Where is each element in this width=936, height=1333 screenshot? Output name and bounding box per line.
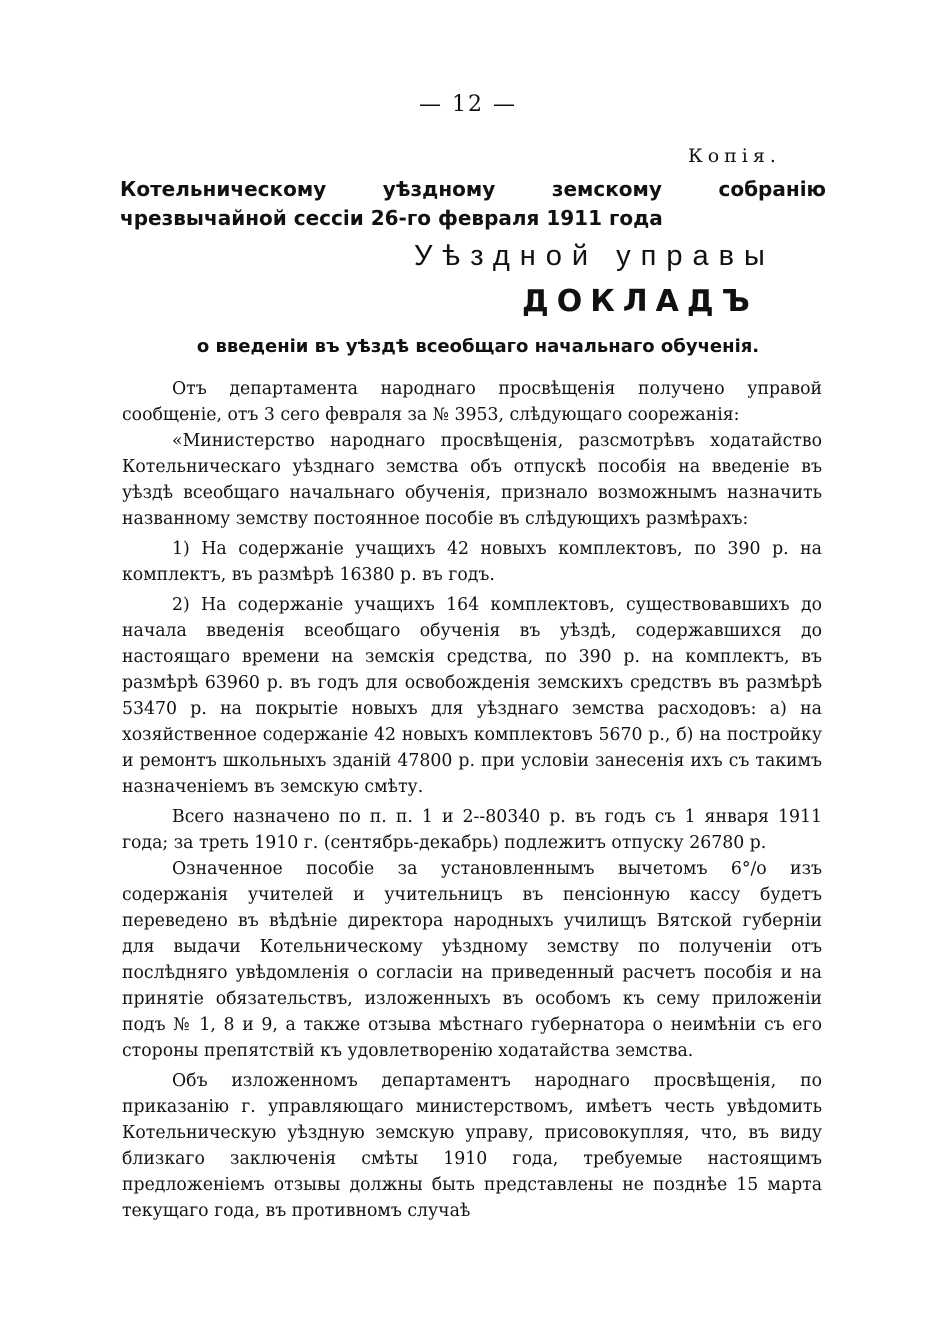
report-subject: о введеніи въ уѣздѣ всеобщаго начальнаго обученія. bbox=[196, 336, 760, 357]
paragraph: Означенное пособіе за установленнымъ вычетомъ 6°/o изъ содержанія учителей и учительницъ въ пенсіонную кассу будетъ переведено въ вѣдѣніе директора народныхъ училищъ Вятской губерніи для выдачи Котельническому уѣздному земству по полученіи отъ послѣдняго увѣдомленія о согласіи на приведенный расчетъ пособія и на принятіе обязательствъ, изложенныхъ въ особомъ къ сему приложеніи подъ № 1, 8 и 9, а также отзыва мѣстнаго губернатора о неимѣніи съ его стороны препятствій къ удовлетворенію ходатайства земства. bbox=[122, 859, 822, 1061]
paragraph: Отъ департамента народнаго просвѣщенія получено управой сообщеніе, отъ 3 сего февраля за № 3953, слѣдующаго соорежанія: bbox=[122, 379, 822, 425]
addressee: Котельническому уѣздному земскому собранію чрезвычайной сессіи 26-го февраля 1911 года bbox=[120, 177, 826, 230]
copy-label: Копія. bbox=[688, 145, 781, 167]
page-number: — 12 — bbox=[419, 92, 517, 117]
uprava-heading: Уѣздной управы bbox=[414, 240, 775, 272]
paragraph: Всего назначено по п. п. 1 и 2--80340 р. въ годъ съ 1 января 1911 года; за треть 1910 г. (сентябрь-декабрь) подлежитъ отпуску 26780 р. bbox=[122, 807, 822, 853]
paragraph: 2) На содержаніе учащихъ 164 комплектовъ, существовавшихъ до начала введенія всеобщаго обученія въ уѣздѣ, содержавшихся до настоящаго времени на земскія средства, по 390 р. на комплектъ, въ размѣрѣ 63960 р. въ годъ для освобожденія земскихъ средствъ въ размѣрѣ 53470 р. на покрытіе новыхъ для уѣзднаго земства расходовъ: а) на хозяйственное содержаніе 42 новыхъ комплектовъ 5670 р., б) на постройку и ремонтъ школьныхъ зданій 47800 р. при условіи занесенія ихъ съ такимъ назначеніемъ въ земскую смѣту. bbox=[122, 595, 822, 797]
paragraph: 1) На содержаніе учащихъ 42 новыхъ комплектовъ, по 390 р. на комплектъ, въ размѣрѣ 16380 р. въ годъ. bbox=[122, 539, 822, 585]
body-text bbox=[122, 376, 822, 1224]
paragraph: «Министерство народнаго просвѣщенія, разсмотрѣвъ ходатайство Котельническаго уѣзднаго земства объ отпускѣ пособія на введеніе въ уѣздѣ всеобщаго начальнаго обученія, признало возможнымъ назначить названному земству постоянное пособіе въ слѣдующихъ размѣрахъ: bbox=[122, 431, 822, 529]
paragraph: Объ изложенномъ департаментъ народнаго просвѣщенія, по приказанію г. управляющаго министерствомъ, имѣетъ честь увѣдомить Котельническую уѣздную земскую управу, присовокупляя, что, въ виду близкаго заключенія смѣты 1910 года, требуемые настоящимъ предложеніемъ отзывы должны быть представлены не позднѣе 15 марта текущаго года, въ противномъ случаѣ bbox=[122, 1071, 822, 1221]
report-title: ДОКЛАДЪ bbox=[522, 284, 758, 319]
